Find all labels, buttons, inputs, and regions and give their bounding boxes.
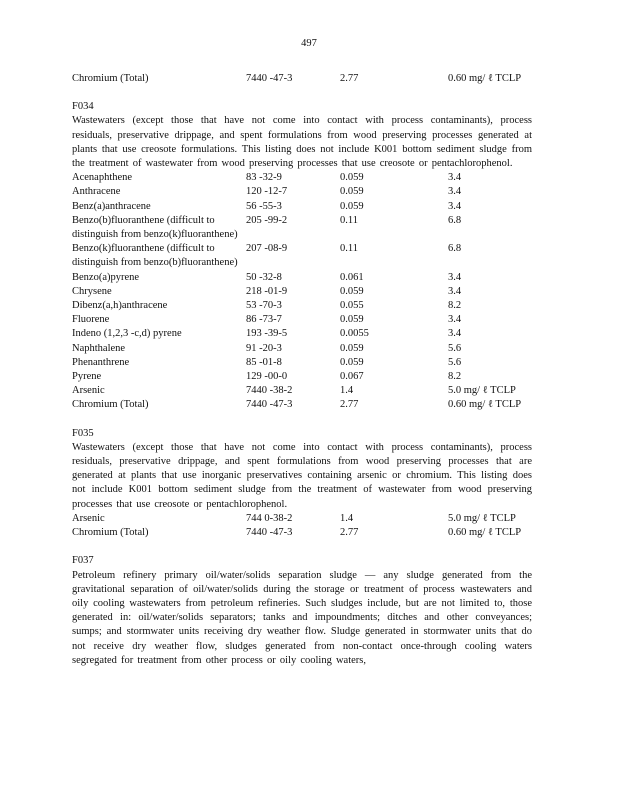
wastewater-standard: 0.067	[340, 371, 364, 383]
waste-code-f035: F035	[72, 427, 94, 439]
constituent-name: Chromium (Total)	[72, 399, 149, 411]
wastewater-standard: 0.11	[340, 214, 358, 226]
wastewater-standard: 0.059	[340, 342, 364, 354]
table-row	[72, 185, 532, 199]
table-row	[72, 398, 532, 412]
constituent-table-f034	[72, 171, 532, 412]
table-row	[72, 299, 532, 313]
table-row	[72, 171, 532, 185]
table-row	[72, 200, 532, 214]
constituent-name: Benzo(b)fluoranthene (difficult to distinguish from benzo(k)fluoranthene)	[72, 214, 238, 241]
constituent-name: Arsenic	[72, 385, 105, 397]
waste-description-f034: Wastewaters (except those that have not come into contact with process contaminants), process residuals, preservative drippage, and spent formulations from wood preserving processes generated at plants that use creosote formulations. This listing does not include K001 bottom sediment sludge from the treatment of wastewater from wood preserving processes that use creosote or pentachlorophenol.	[72, 115, 532, 170]
waste-code-f034: F034	[72, 101, 94, 113]
constituent-name: Acenaphthene	[72, 172, 133, 184]
nonwastewater-standard: 3.4	[448, 285, 462, 297]
constituent-name: Arsenic	[72, 512, 105, 524]
table-row	[72, 384, 532, 398]
wastewater-standard: 2.77	[340, 527, 359, 539]
constituent-name: Benzo(a)pyrene	[72, 271, 140, 283]
cas-number: 7440 -47-3	[246, 399, 293, 411]
nonwastewater-standard: 6.8	[448, 214, 462, 226]
nonwastewater-standard: 5.0 mg/ ℓ TCLP	[448, 512, 516, 524]
nonwastewater-standard: 5.6	[448, 342, 462, 354]
table-row	[72, 313, 532, 327]
nonwastewater-standard: 5.0 mg/ ℓ TCLP	[448, 385, 516, 397]
constituent-name: Chromium (Total)	[72, 73, 149, 84]
cas-number: 120 -12-7	[246, 186, 288, 198]
constituent-name: Dibenz(a,h)anthracene	[72, 300, 168, 312]
cas-number: 7440 -47-3	[246, 73, 293, 84]
constituent-name: Anthracene	[72, 186, 121, 198]
wastewater-standard: 0.059	[340, 172, 364, 184]
wastewater-standard: 2.77	[340, 399, 359, 411]
nonwastewater-standard: 3.4	[448, 271, 462, 283]
table-row	[72, 327, 532, 341]
cas-number: 7440 -47-3	[246, 527, 293, 539]
wastewater-standard: 2.77	[340, 73, 359, 84]
cas-number: 193 -39-5	[246, 328, 288, 340]
cas-number: 53 -70-3	[246, 300, 282, 312]
table-row	[72, 72, 532, 86]
nonwastewater-standard: 3.4	[448, 200, 462, 212]
cas-number: 129 -00-0	[246, 371, 288, 383]
constituent-name: Fluorene	[72, 314, 110, 326]
nonwastewater-standard: 6.8	[448, 243, 462, 255]
table-row	[72, 356, 532, 370]
cas-number: 56 -55-3	[246, 200, 282, 212]
nonwastewater-standard: 8.2	[448, 300, 462, 312]
nonwastewater-standard: 8.2	[448, 371, 462, 383]
constituent-table-f035	[72, 512, 532, 540]
cas-number: 205 -99-2	[246, 214, 288, 226]
nonwastewater-standard: 0.60 mg/ ℓ TCLP	[448, 527, 522, 539]
table-row	[72, 214, 532, 242]
wastewater-standard: 1.4	[340, 385, 354, 397]
waste-description-f037: Petroleum refinery primary oil/water/solids separation sludge — any sludge generated from the gravitational separation of oil/water/solids during the storage or treatment of process wastewaters and oily cooling wastewaters from petroleum refineries. Such sludges include, but are not limited to, those generated in: oil/water/solids separators; tanks and impoundments; ditches and other conveyances; sumps; and stormwater units receiving dry weather flow. Sludge generated in stormwater units that do not receive dry weather flow, sludges generated from non-contact once-through cooling waters segregated for treatment from other process or oily cooling waters,	[72, 569, 532, 666]
cas-number: 218 -01-9	[246, 285, 288, 297]
wastewater-standard: 0.059	[340, 356, 364, 368]
table-row	[72, 342, 532, 356]
waste-description-f035: Wastewaters (except those that have not come into contact with process contaminants), process residuals, preservative drippage, and spent formulations from wood preserving processes that are generated at plants that use inorganic preservatives containing arsenic or chromium. This listing does not include K001 bottom sediment sludge from the treatment of wastewater from wood preserving processes that use creosote or pentachlorophenol.	[72, 441, 532, 510]
nonwastewater-standard: 0.60 mg/ ℓ TCLP	[448, 73, 522, 84]
constituent-name: Phenanthrene	[72, 356, 130, 368]
nonwastewater-standard: 0.60 mg/ ℓ TCLP	[448, 399, 522, 411]
constituent-name: Chromium (Total)	[72, 527, 149, 539]
nonwastewater-standard: 5.6	[448, 356, 462, 368]
wastewater-standard: 0.0055	[340, 328, 369, 340]
wastewater-standard: 1.4	[340, 512, 354, 524]
page-number: 497	[301, 38, 317, 49]
cas-number: 50 -32-8	[246, 271, 282, 283]
cas-number: 85 -01-8	[246, 356, 282, 368]
nonwastewater-standard: 3.4	[448, 186, 462, 198]
wastewater-standard: 0.059	[340, 285, 364, 297]
table-row	[72, 285, 532, 299]
cas-number: 744 0-38-2	[246, 512, 293, 524]
waste-code-f037: F037	[72, 555, 94, 567]
table-row	[72, 271, 532, 285]
cas-number: 7440 -38-2	[246, 385, 293, 397]
table-row	[72, 526, 532, 540]
constituent-name: Chrysene	[72, 285, 112, 297]
constituent-name: Benz(a)anthracene	[72, 200, 151, 212]
wastewater-standard: 0.055	[340, 300, 364, 312]
wastewater-standard: 0.11	[340, 243, 358, 255]
cas-number: 91 -20-3	[246, 342, 282, 354]
table-row	[72, 512, 532, 526]
cas-number: 207 -08-9	[246, 243, 288, 255]
constituent-name: Indeno (1,2,3 -c,d) pyrene	[72, 328, 182, 340]
nonwastewater-standard: 3.4	[448, 172, 462, 184]
wastewater-standard: 0.059	[340, 314, 364, 326]
wastewater-standard: 0.061	[340, 271, 364, 283]
table-row	[72, 370, 532, 384]
nonwastewater-standard: 3.4	[448, 328, 462, 340]
wastewater-standard: 0.059	[340, 200, 364, 212]
wastewater-standard: 0.059	[340, 186, 364, 198]
table-row	[72, 242, 532, 270]
cas-number: 83 -32-9	[246, 172, 282, 184]
constituent-name: Benzo(k)fluoranthene (difficult to distinguish from benzo(b)fluoranthene)	[72, 243, 238, 269]
constituent-name: Naphthalene	[72, 342, 126, 354]
constituent-name: Pyrene	[72, 371, 102, 383]
nonwastewater-standard: 3.4	[448, 314, 462, 326]
document-body	[72, 72, 532, 668]
cas-number: 86 -73-7	[246, 314, 282, 326]
